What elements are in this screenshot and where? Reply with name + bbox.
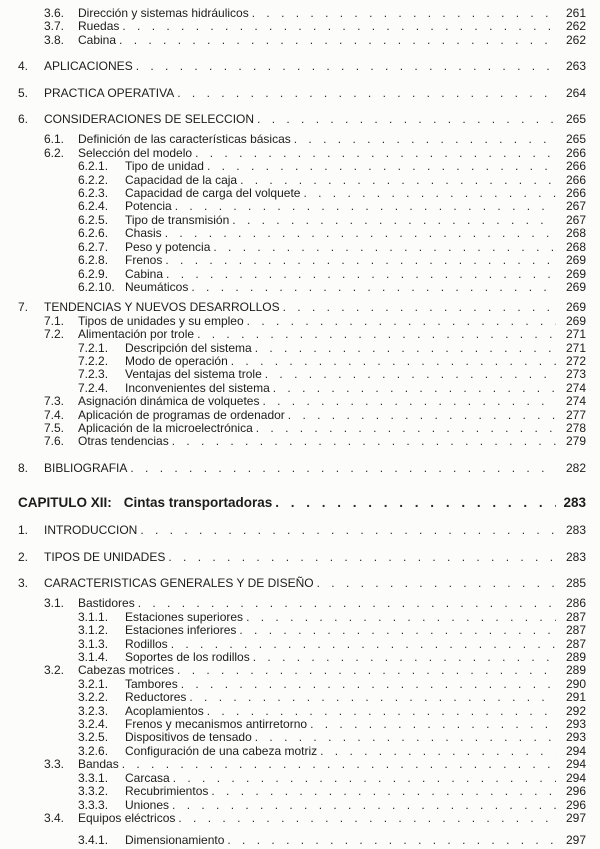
entry-page-number: 271	[565, 340, 586, 355]
entry-page-number: 268	[565, 226, 586, 241]
entry-title: Frenos	[125, 253, 163, 268]
entry-title: BIBLIOGRAFIA	[44, 460, 128, 475]
toc-row	[18, 60, 586, 73]
entry-page-number: 296	[565, 784, 586, 799]
entry-title: Estaciones inferiores	[125, 623, 237, 638]
entry-page-number: 269	[565, 266, 586, 281]
entry-number: 5.	[18, 85, 29, 100]
entry-page-number: 274	[565, 394, 586, 409]
entry-title: Potencia	[125, 199, 172, 214]
entry-number: 3.2.3.	[78, 703, 109, 718]
entry-number: 7.3.	[44, 394, 65, 409]
entry-title: Recubrimientos	[125, 784, 209, 799]
dot-leader	[140, 524, 556, 537]
entry-page-number: 279	[565, 434, 586, 449]
toc-row	[18, 395, 586, 408]
entry-number: 6.2.2.	[78, 172, 109, 187]
toc-row	[18, 174, 586, 187]
entry-number: 3.3.3.	[78, 797, 109, 812]
entry-number: 3.2.2.	[78, 690, 109, 705]
entry-page-number: 297	[565, 810, 586, 825]
entry-page-number: 265	[565, 132, 586, 147]
entry-number: 3.3.2.	[78, 784, 109, 799]
toc-row	[18, 7, 586, 20]
entry-page-number: 287	[565, 636, 586, 651]
entry-page-number: 264	[565, 85, 586, 100]
dot-leader	[207, 705, 556, 718]
entry-page-number: 289	[565, 663, 586, 678]
entry-title: Carcasa	[125, 770, 170, 785]
entry-number: 6.2.8.	[78, 253, 109, 268]
entry-number: 7.2.	[44, 327, 65, 342]
entry-title: Tipo de transmisión	[125, 212, 230, 227]
dot-leader	[247, 315, 556, 328]
dot-leader	[232, 214, 556, 227]
dot-leader	[253, 651, 556, 664]
toc-row	[18, 611, 586, 624]
entry-number: 3.2.1.	[78, 676, 109, 691]
dot-leader	[172, 799, 556, 812]
toc-row	[18, 435, 586, 448]
entry-title: Rodillos	[125, 636, 168, 651]
entry-number: 7.4.	[44, 407, 65, 422]
entry-title: INTRODUCCION	[44, 523, 138, 538]
entry-title: Frenos y mecanismos antirretorno	[125, 717, 308, 732]
entry-number: 3.1.	[44, 596, 65, 611]
entry-page-number: 294	[565, 757, 586, 772]
entry-title: Definición de las características básicas	[78, 132, 291, 147]
entry-number: 3.4.1.	[78, 833, 109, 848]
dot-leader	[255, 731, 556, 744]
dot-leader	[262, 395, 556, 408]
entry-page-number: 262	[565, 32, 586, 47]
dot-leader	[303, 187, 556, 200]
entry-page-number: 269	[565, 253, 586, 268]
toc-row	[18, 147, 586, 160]
toc-row	[18, 624, 586, 637]
entry-title: Selección del modelo	[78, 145, 193, 160]
entry-title: Capacidad de carga del volquete	[125, 186, 301, 201]
entry-title: PRACTICA OPERATIVA	[44, 85, 175, 100]
toc-list	[18, 7, 586, 848]
dot-leader	[189, 691, 556, 704]
entry-number: 3.1.4.	[78, 650, 109, 665]
entry-title: Dirección y sistemas hidráulicos	[78, 6, 249, 20]
entry-number: 6.	[18, 112, 29, 127]
dot-leader	[211, 785, 556, 798]
entry-page-number: 262	[565, 19, 586, 34]
entry-page-number: 285	[565, 576, 586, 590]
entry-title: CONSIDERACIONES DE SELECCION	[44, 112, 255, 127]
entry-title: Tipo de unidad	[125, 159, 204, 174]
toc-row	[18, 254, 586, 267]
entry-page-number: 287	[565, 623, 586, 638]
entry-number: 6.2.6.	[78, 226, 109, 241]
entry-page-number: 289	[565, 650, 586, 665]
entry-number: 3.1.3.	[78, 636, 109, 651]
entry-page-number: 267	[565, 199, 586, 214]
entry-number: 6.1.	[44, 132, 65, 147]
entry-page-number: 287	[565, 609, 586, 624]
dot-leader	[288, 409, 556, 422]
entry-number: 6.2.3.	[78, 186, 109, 201]
dot-leader	[317, 577, 556, 590]
entry-title: Tambores	[125, 676, 178, 691]
entry-title: Acoplamientos	[125, 703, 204, 718]
entry-title: Uniones	[125, 797, 170, 812]
entry-number: 7.6.	[44, 434, 65, 449]
dot-leader	[165, 227, 556, 240]
entry-title: Aplicación de la microelectrónica	[78, 420, 253, 435]
dot-leader	[294, 133, 556, 146]
dot-leader	[252, 7, 556, 20]
entry-page-number: 269	[565, 313, 586, 328]
entry-title: TIPOS DE UNIDADES	[44, 549, 166, 564]
dot-leader	[227, 834, 556, 847]
entry-number: 3.8.	[44, 32, 65, 47]
toc-row	[18, 355, 586, 368]
entry-page-number: 266	[565, 172, 586, 187]
toc-row	[18, 200, 586, 213]
entry-number: 3.3.1.	[78, 770, 109, 785]
dot-leader	[255, 342, 556, 355]
toc-row	[18, 20, 586, 33]
toc-row	[18, 772, 586, 785]
entry-number: 6.2.5.	[78, 212, 109, 227]
entry-page-number: 265	[565, 112, 586, 127]
entry-number: 6.2.	[44, 145, 65, 160]
entry-page-number: 291	[565, 690, 586, 705]
dot-leader	[122, 758, 556, 771]
toc-row	[18, 524, 586, 537]
entry-page-number: 274	[565, 380, 586, 395]
entry-title: Equipos eléctricos	[78, 810, 176, 825]
entry-number: 2.	[18, 549, 29, 564]
entry-number: 6.2.9.	[78, 266, 109, 281]
entry-title: Inconvenientes del sistema	[125, 380, 270, 395]
entry-number: 6.2.1.	[78, 159, 109, 174]
entry-title: Estaciones superiores	[125, 609, 244, 624]
toc-row	[18, 678, 586, 691]
entry-title: APLICACIONES	[44, 59, 133, 74]
entry-title: Soportes de los rodillos	[125, 650, 250, 665]
toc-row	[18, 368, 586, 381]
toc-row	[18, 160, 586, 173]
entry-title: Otras tendencias	[78, 434, 169, 449]
entry-page-number: 269	[565, 300, 586, 315]
entry-number: 3.2.6.	[78, 743, 109, 758]
entry-page-number: 293	[565, 730, 586, 745]
entry-page-number: 266	[565, 186, 586, 201]
toc-row	[18, 301, 586, 314]
entry-page-number: 267	[565, 212, 586, 227]
dot-leader	[191, 281, 556, 294]
entry-title: Bastidores	[78, 596, 135, 611]
dot-leader	[246, 611, 556, 624]
dot-leader	[257, 113, 556, 126]
entry-number: 6.2.7.	[78, 239, 109, 254]
entry-page-number: 266	[565, 145, 586, 160]
entry-page-number: 297	[565, 833, 586, 848]
dot-leader	[240, 174, 556, 187]
entry-page-number: 293	[565, 717, 586, 732]
dot-leader	[177, 87, 556, 100]
entry-page-number: 278	[565, 420, 586, 435]
dot-leader	[231, 355, 556, 368]
dot-leader	[173, 772, 556, 785]
entry-title: Cabina	[78, 32, 117, 47]
entry-number: 3.7.	[44, 19, 65, 34]
toc-row	[18, 812, 586, 825]
toc-row	[18, 462, 586, 475]
dot-leader	[195, 147, 556, 160]
entry-page-number: 294	[565, 770, 586, 785]
toc-row	[18, 577, 586, 590]
entry-title: Dispositivos de tensado	[125, 730, 252, 745]
entry-title: Configuración de una cabeza motriz	[125, 743, 318, 758]
dot-leader	[171, 638, 556, 651]
entry-title: Cabezas motrices	[78, 663, 175, 678]
toc-row	[18, 705, 586, 718]
dot-leader	[275, 495, 556, 511]
entry-page-number: 282	[565, 460, 586, 475]
entry-page-number: 269	[565, 279, 586, 294]
entry-page-number: 268	[565, 239, 586, 254]
dot-leader	[166, 268, 556, 281]
toc-row	[18, 718, 586, 731]
toc-row	[18, 113, 586, 126]
dot-leader	[175, 200, 556, 213]
entry-page-number: 277	[565, 407, 586, 422]
entry-page-number: 271	[565, 327, 586, 342]
entry-title: Modo de operación	[125, 353, 228, 368]
entry-title: Asignación dinámica de volquetes	[78, 394, 260, 409]
toc-row	[18, 422, 586, 435]
entry-number: 7.2.1.	[78, 340, 109, 355]
entry-title: Neumáticos	[125, 279, 189, 294]
toc-row	[18, 731, 586, 744]
entry-number: 3.2.5.	[78, 730, 109, 745]
toc-row	[18, 382, 586, 395]
entry-number: 6.2.10.	[78, 279, 115, 294]
entry-number: 3.2.4.	[78, 717, 109, 732]
dot-leader	[197, 328, 556, 341]
entry-page-number: 286	[565, 596, 586, 611]
toc-row	[18, 133, 586, 146]
dot-leader	[213, 241, 556, 254]
entry-page-number: 283	[565, 523, 586, 538]
dot-leader	[136, 60, 556, 73]
dot-leader	[207, 160, 556, 173]
entry-page-number: 273	[565, 367, 586, 382]
toc-row	[18, 664, 586, 677]
entry-title: Chasis	[125, 226, 162, 241]
entry-title: Aplicación de programas de ordenador	[78, 407, 285, 422]
entry-title: Cabina	[125, 266, 164, 281]
entry-title: Tipos de unidades y su empleo	[78, 313, 244, 328]
entry-number: 7.2.3.	[78, 367, 109, 382]
entry-number: 3.	[18, 576, 29, 590]
dot-leader	[265, 368, 556, 381]
toc-row	[18, 87, 586, 100]
entry-number: 1.	[18, 523, 29, 538]
entry-number: 6.2.4.	[78, 199, 109, 214]
entry-page-number: 261	[565, 6, 586, 20]
entry-page-number: 296	[565, 797, 586, 812]
toc-row	[18, 328, 586, 341]
dot-leader	[256, 422, 556, 435]
toc-row	[18, 409, 586, 422]
entry-title: Dimensionamiento	[125, 833, 225, 848]
entry-title: CARACTERISTICAS GENERALES Y DE DISEÑO	[44, 576, 314, 590]
dot-leader	[168, 551, 556, 564]
dot-leader	[172, 435, 556, 448]
entry-title: Ventajas del sistema trole	[125, 367, 262, 382]
chapter-heading-row	[18, 495, 586, 511]
toc-row	[18, 638, 586, 651]
dot-leader	[130, 462, 556, 475]
entry-number: 3.1.2.	[78, 623, 109, 638]
toc-row	[18, 834, 586, 847]
entry-number: 3.3.	[44, 757, 65, 772]
entry-number: 7.	[18, 300, 29, 315]
dot-leader	[239, 624, 556, 637]
dot-leader	[320, 745, 556, 758]
dot-leader	[138, 597, 556, 610]
dot-leader	[178, 812, 556, 825]
entry-page-number: 292	[565, 703, 586, 718]
entry-title: Alimentación por trole	[78, 327, 195, 342]
toc-row	[18, 241, 586, 254]
entry-page-number: 272	[565, 353, 586, 368]
toc-row	[18, 799, 586, 812]
toc-row	[18, 691, 586, 704]
entry-title: Ruedas	[78, 19, 120, 34]
dot-leader	[310, 718, 556, 731]
entry-number: 8.	[18, 460, 29, 475]
entry-title: Cintas transportadoras	[123, 495, 273, 511]
entry-number: 3.1.1.	[78, 609, 109, 624]
entry-number: 7.2.4.	[78, 380, 109, 395]
dot-leader	[119, 34, 556, 47]
dot-leader	[122, 20, 556, 33]
toc-row	[18, 281, 586, 294]
toc-row	[18, 342, 586, 355]
toc-row	[18, 785, 586, 798]
entry-title: Bandas	[78, 757, 119, 772]
entry-title: Descripción del sistema	[125, 340, 252, 355]
entry-number: 7.1.	[44, 313, 65, 328]
entry-title: TENDENCIAS Y NUEVOS DESARROLLOS	[44, 300, 280, 315]
entry-number: 3.2.	[44, 663, 65, 678]
entry-number: 3.6.	[44, 6, 65, 20]
toc-row	[18, 597, 586, 610]
toc-row	[18, 651, 586, 664]
entry-title: Reductores	[125, 690, 187, 705]
dot-leader	[165, 254, 556, 267]
entry-number: 7.5.	[44, 420, 65, 435]
dot-leader	[177, 664, 556, 677]
toc-row	[18, 551, 586, 564]
toc-row	[18, 745, 586, 758]
entry-number: CAPITULO XII:	[18, 495, 112, 511]
toc-row	[18, 758, 586, 771]
entry-page-number: 263	[565, 59, 586, 74]
entry-page-number: 283	[565, 549, 586, 564]
entry-number: 3.4.	[44, 810, 65, 825]
entry-page-number: 266	[565, 159, 586, 174]
entry-page-number: 294	[565, 743, 586, 758]
toc-row	[18, 214, 586, 227]
entry-page-number: 283	[563, 495, 586, 511]
toc-row	[18, 34, 586, 47]
dot-leader	[273, 382, 556, 395]
entry-number: 4.	[18, 59, 29, 74]
toc-row	[18, 315, 586, 328]
dot-leader	[181, 678, 556, 691]
entry-page-number: 290	[565, 676, 586, 691]
entry-title: Peso y potencia	[125, 239, 211, 254]
entry-number: 7.2.2.	[78, 353, 109, 368]
entry-title: Capacidad de la caja	[125, 172, 238, 187]
toc-row	[18, 268, 586, 281]
dot-leader	[283, 301, 556, 314]
toc-row	[18, 227, 586, 240]
toc-row	[18, 187, 586, 200]
